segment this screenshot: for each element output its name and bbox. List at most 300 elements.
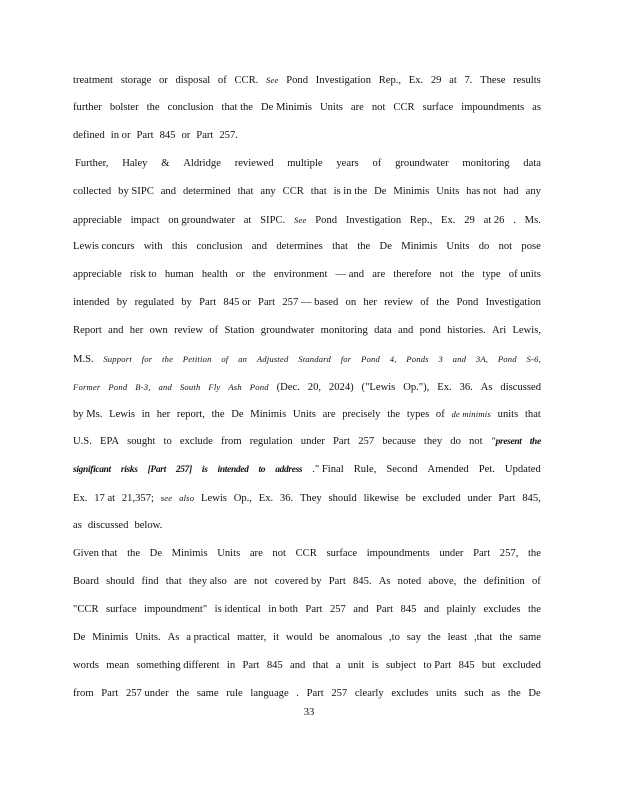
word: collected: [73, 186, 112, 197]
word: 4,: [389, 354, 397, 364]
word: EPA: [99, 436, 120, 447]
text-line: [73, 323, 541, 339]
word: Units: [319, 102, 343, 113]
word: risks: [120, 465, 138, 475]
word: her: [156, 409, 171, 420]
word: not: [498, 241, 513, 252]
word: find: [141, 576, 159, 587]
text-line: [73, 602, 541, 618]
word: are: [372, 269, 386, 280]
word: review: [174, 325, 203, 336]
word: SIPC.: [260, 215, 286, 226]
word: &: [161, 158, 170, 169]
word: ." Final: [312, 464, 344, 475]
word: in: [141, 409, 150, 420]
word: Pond: [456, 297, 479, 308]
word: the: [463, 576, 477, 587]
word: Support: [103, 354, 132, 364]
word: excludes: [391, 688, 429, 699]
word: is: [371, 660, 379, 671]
word: and: [353, 604, 369, 615]
text-line: [73, 379, 541, 395]
word: 257 under: [125, 688, 169, 699]
page-number: 33: [303, 707, 315, 718]
word: the: [461, 269, 475, 280]
word: words: [73, 660, 99, 671]
word: Pond: [315, 215, 338, 226]
word: environment: [273, 269, 328, 280]
word: they also: [188, 576, 227, 587]
word: of: [217, 75, 227, 86]
word: Investigation: [315, 75, 371, 86]
word: De: [374, 186, 387, 197]
word: own: [149, 325, 168, 336]
word: as: [491, 688, 501, 699]
word: on groundwater: [168, 215, 235, 226]
word: Station: [224, 325, 255, 336]
word: 257: [331, 688, 348, 699]
word: for: [141, 354, 153, 364]
word: report,: [176, 409, 205, 420]
word: Minimis: [171, 548, 208, 559]
word: defined: [73, 130, 105, 141]
word: by: [181, 297, 192, 308]
word: De: [73, 632, 86, 643]
word: Board: [73, 576, 99, 587]
word: exclude: [179, 436, 213, 447]
word: Further,: [75, 158, 109, 169]
word: Minimis: [393, 186, 430, 197]
word: and: [423, 604, 440, 615]
word: her: [129, 325, 144, 336]
word: 257 — based: [282, 297, 339, 308]
text-line: [73, 630, 541, 646]
word: of: [221, 354, 229, 364]
word: unit: [347, 660, 365, 671]
word: the: [527, 548, 541, 559]
word: 21,357;: [121, 493, 154, 504]
word: ,to: [388, 632, 400, 643]
word: (Dec.: [276, 382, 300, 393]
word: subject: [386, 660, 417, 671]
word: in both: [268, 604, 298, 615]
word: to: [163, 436, 172, 447]
word: Part: [305, 604, 323, 615]
word: the: [427, 632, 441, 643]
word: a: [335, 660, 341, 671]
word: any: [260, 186, 276, 197]
word: with: [143, 241, 163, 252]
word: see: [160, 493, 173, 503]
word: that: [237, 186, 254, 197]
word: data: [523, 158, 541, 169]
text-line: [73, 574, 541, 590]
word: impact: [130, 215, 160, 226]
word: 17 at: [94, 493, 116, 504]
word: multiple: [287, 158, 323, 169]
word: M.S.: [73, 354, 94, 365]
word: that the: [221, 102, 254, 113]
word: of: [209, 325, 219, 336]
word: this: [171, 241, 188, 252]
word: covered by: [274, 576, 322, 587]
word: impoundment": [144, 604, 208, 615]
word: that: [332, 241, 348, 252]
word: Former: [73, 382, 101, 392]
word: As: [378, 576, 391, 587]
word: determines: [276, 241, 323, 252]
word: same: [196, 688, 219, 699]
word: an: [238, 354, 248, 364]
word: in: [226, 660, 236, 671]
word: for: [340, 354, 352, 364]
word: by: [116, 297, 128, 308]
word: health: [201, 269, 228, 280]
word: Part: [328, 576, 346, 587]
word: and: [398, 325, 414, 336]
word: or: [235, 269, 245, 280]
text-line: [73, 212, 541, 228]
word: on: [345, 297, 357, 308]
word: by SIPC: [118, 186, 154, 197]
word: language: [250, 688, 289, 699]
word: they: [423, 436, 443, 447]
word: De: [379, 241, 392, 252]
word: address: [275, 465, 303, 475]
word: 845 or: [223, 297, 251, 308]
word: discussed: [500, 382, 541, 393]
word: but: [481, 660, 496, 671]
word: 7.: [464, 75, 473, 86]
word: 845,: [522, 493, 541, 504]
text-line: [73, 239, 541, 255]
word: conclusion: [196, 241, 243, 252]
word: to Part: [423, 660, 452, 671]
word: 257: [329, 604, 346, 615]
word: Aldridge: [183, 158, 221, 169]
word: Ari: [492, 325, 507, 336]
word: or: [181, 130, 191, 141]
word: 2024): [328, 382, 354, 393]
word: at: [243, 215, 252, 226]
word: anomalous: [336, 632, 383, 643]
word: and: [290, 660, 306, 671]
word: Units: [446, 241, 470, 252]
word: excludes: [483, 604, 521, 615]
word: disposal: [175, 75, 211, 86]
word: Pond: [249, 382, 269, 392]
word: de minimis: [451, 409, 491, 419]
word: "present: [490, 437, 522, 447]
word: under: [439, 548, 464, 559]
word: Units: [292, 409, 316, 420]
word: pose: [521, 241, 541, 252]
text-line: [73, 351, 541, 367]
text-line: [73, 490, 541, 506]
word: review: [384, 297, 413, 308]
word: intended: [73, 297, 110, 308]
word: Rule,: [353, 464, 377, 475]
word: Ex.: [408, 75, 424, 86]
word: reviewed: [234, 158, 274, 169]
word: South: [179, 382, 201, 392]
word: the: [357, 241, 371, 252]
word: be: [319, 632, 330, 643]
word: ,that: [473, 632, 493, 643]
text-line: [73, 406, 541, 422]
text-line: [73, 518, 541, 534]
word: 257.: [219, 130, 238, 141]
word: and: [158, 382, 172, 392]
word: Lewis: [201, 493, 227, 504]
word: storage: [120, 75, 152, 86]
word: from: [73, 688, 94, 699]
word: same: [519, 632, 541, 643]
word: surface: [422, 102, 454, 113]
word: conclusion: [167, 102, 214, 113]
text-line: [73, 658, 541, 674]
word: are: [249, 548, 263, 559]
word: Amended: [427, 464, 469, 475]
word: monitoring: [320, 325, 368, 336]
word: likewise: [363, 493, 399, 504]
word: mean: [106, 660, 130, 671]
word: as: [532, 102, 541, 113]
word: further: [73, 102, 102, 113]
word: do: [450, 436, 461, 447]
word: discussed: [87, 520, 129, 531]
word: the: [161, 354, 174, 364]
word: under: [300, 436, 325, 447]
word: any: [525, 186, 541, 197]
word: the: [507, 688, 521, 699]
word: also: [179, 493, 195, 503]
text-line: [73, 128, 541, 144]
word: the: [529, 437, 541, 447]
word: data: [374, 325, 392, 336]
word: Minimis: [401, 241, 438, 252]
word: 3A,: [475, 354, 489, 364]
word: 29: [464, 215, 475, 226]
word: that: [524, 409, 541, 420]
word: clearly: [354, 688, 384, 699]
word: definition: [483, 576, 525, 587]
word: Investigation: [345, 215, 402, 226]
word: years: [336, 158, 359, 169]
word: plainly: [446, 604, 477, 615]
word: Standard: [298, 354, 331, 364]
word: is identical: [214, 604, 261, 615]
word: impoundments: [461, 102, 525, 113]
word: or: [158, 75, 168, 86]
word: Part: [196, 130, 214, 141]
word: Part: [101, 688, 119, 699]
text-line: [73, 434, 541, 450]
word: not: [371, 102, 386, 113]
word: Investigation: [485, 297, 541, 308]
word: See: [265, 75, 279, 85]
word: Op.,: [233, 493, 252, 504]
word: 36.: [279, 493, 294, 504]
word: should: [106, 576, 135, 587]
word: Pond: [108, 382, 128, 392]
word: Op."),: [403, 382, 430, 393]
word: matter,: [236, 632, 267, 643]
word: [Part: [147, 465, 166, 475]
word: Ms.: [524, 215, 541, 226]
word: Ex.: [73, 493, 88, 504]
word: CCR: [282, 186, 304, 197]
word: because: [382, 436, 416, 447]
word: — and: [335, 269, 365, 280]
word: regulated: [134, 297, 174, 308]
word: the: [527, 604, 541, 615]
word: it: [273, 632, 280, 643]
word: Haley: [122, 158, 148, 169]
word: the: [252, 269, 266, 280]
word: least: [447, 632, 468, 643]
word: Petition: [182, 354, 212, 364]
word: .: [296, 688, 299, 699]
word: Pond: [497, 354, 517, 364]
word: at: [449, 75, 457, 86]
word: B-3,: [135, 382, 151, 392]
word: intended: [217, 465, 249, 475]
word: from: [220, 436, 242, 447]
word: Part: [242, 660, 260, 671]
word: CCR: [393, 102, 415, 113]
word: not: [439, 269, 454, 280]
word: Part: [199, 297, 217, 308]
word: determined: [182, 186, 231, 197]
word: impoundments: [366, 548, 430, 559]
word: above,: [428, 576, 457, 587]
word: do: [478, 241, 490, 252]
word: excluded: [502, 660, 541, 671]
word: is: [201, 465, 208, 475]
word: the: [499, 632, 513, 643]
word: below.: [134, 520, 163, 531]
word: Part: [376, 604, 394, 615]
word: 29: [430, 75, 442, 86]
word: at 26: [483, 215, 505, 226]
word: De: [528, 688, 541, 699]
word: and: [251, 241, 268, 252]
text-line: [73, 462, 541, 478]
word: Part: [136, 130, 154, 141]
word: not: [272, 548, 286, 559]
word: Pond: [361, 354, 380, 364]
word: had: [503, 186, 519, 197]
word: See: [293, 215, 307, 225]
word: her: [363, 297, 377, 308]
word: As: [167, 632, 180, 643]
word: Ponds: [406, 354, 429, 364]
word: is in the: [333, 186, 368, 197]
word: ("Lewis: [361, 382, 396, 393]
word: regulation: [249, 436, 293, 447]
word: Minimis: [250, 409, 287, 420]
word: has not: [466, 186, 497, 197]
word: to: [258, 465, 266, 475]
word: 257]: [175, 465, 192, 475]
word: a practical: [186, 632, 231, 643]
word: that: [310, 186, 327, 197]
word: These: [480, 75, 506, 86]
word: Minimis: [92, 632, 129, 643]
word: and: [160, 186, 177, 197]
word: 36.: [459, 382, 473, 393]
word: be: [405, 493, 416, 504]
word: Given that: [73, 548, 118, 559]
word: the: [387, 409, 401, 420]
word: Part: [258, 297, 276, 308]
word: Rep.,: [378, 75, 402, 86]
word: Rep.,: [409, 215, 433, 226]
word: of: [531, 576, 541, 587]
word: De: [231, 409, 244, 420]
word: not: [469, 436, 483, 447]
word: 845: [400, 604, 417, 615]
word: .: [513, 215, 516, 226]
word: the: [211, 409, 225, 420]
word: as: [73, 520, 82, 531]
text-line: [73, 72, 541, 88]
word: are: [350, 102, 364, 113]
word: CCR: [295, 548, 317, 559]
word: of units: [508, 269, 541, 280]
word: 845.: [352, 576, 372, 587]
word: Report: [73, 325, 102, 336]
word: 257: [358, 436, 375, 447]
word: something different: [136, 660, 220, 671]
word: appreciable: [73, 269, 122, 280]
word: say: [406, 632, 421, 643]
word: Pet.: [478, 464, 495, 475]
word: monitoring: [462, 158, 510, 169]
word: therefore: [393, 269, 432, 280]
word: noted: [397, 576, 422, 587]
word: Updated: [504, 464, 541, 475]
word: types: [406, 409, 430, 420]
word: appreciable: [73, 215, 122, 226]
word: Lewis,: [512, 325, 541, 336]
word: that: [312, 660, 329, 671]
word: U.S.: [73, 436, 92, 447]
text-line: [73, 686, 541, 702]
word: 845: [159, 130, 176, 141]
word: Part: [473, 548, 491, 559]
word: surface: [326, 548, 358, 559]
word: Part: [306, 688, 324, 699]
word: Ex.: [437, 382, 452, 393]
word: 20,: [307, 382, 322, 393]
word: Ash: [228, 382, 242, 392]
word: not: [254, 576, 268, 587]
word: results: [513, 75, 541, 86]
word: Ex.: [441, 215, 456, 226]
word: treatment: [73, 75, 114, 86]
word: and: [452, 354, 467, 364]
text-line: [73, 184, 541, 200]
word: and: [108, 325, 124, 336]
word: 3: [438, 354, 443, 364]
word: the: [146, 102, 160, 113]
word: of: [435, 409, 445, 420]
word: Part: [333, 436, 351, 447]
word: bolster: [109, 102, 139, 113]
word: groundwater: [395, 158, 449, 169]
